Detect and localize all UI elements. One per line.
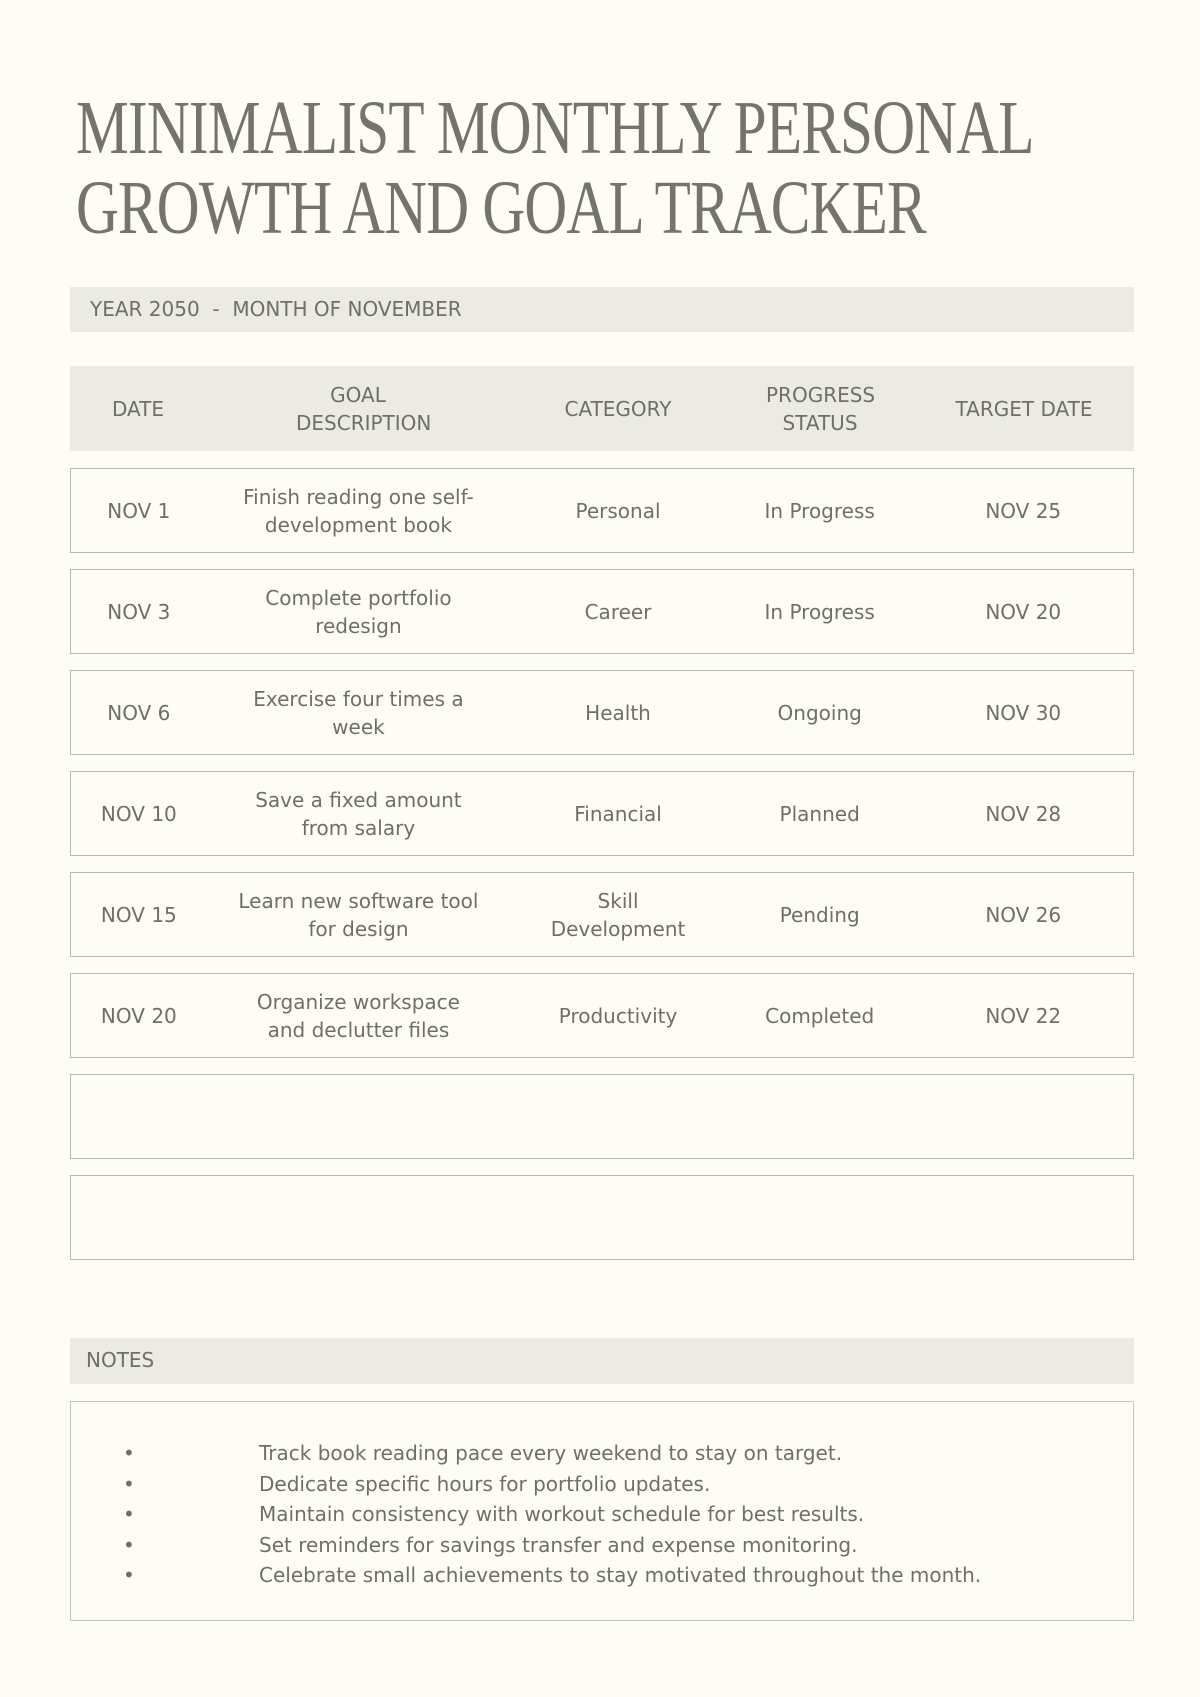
table-row [70,569,1134,654]
note-item [71,1499,1133,1530]
note-text: Track book reading pace every weekend to stay on target. [259,1441,843,1465]
header-category: CATEGORY [564,396,672,421]
cell-category: Skill Development [550,888,686,941]
cell-category: Financial [574,801,662,826]
cell-target: NOV 25 [985,498,1062,523]
cell-goal: Organize workspace and declutter files [256,989,460,1042]
note-text: Maintain consistency with workout schedule for best results. [259,1502,865,1526]
cell-goal: Finish reading one self-development book [243,484,474,537]
cell-category: Personal [575,498,661,523]
header-date: DATE [111,396,165,421]
table-row [70,670,1134,755]
notes-bar: NOTES [70,1338,1134,1384]
cell-goal: Exercise four times a week [253,686,464,739]
page-title [76,88,1168,248]
note-item [71,1469,1133,1500]
cell-target: NOV 28 [985,801,1062,826]
header-goal: GOAL DESCRIPTION [296,382,432,435]
cell-date: NOV 10 [100,801,177,826]
title-line-2: GROWTH AND GOAL TRACKER [76,166,926,250]
cell-target: NOV 26 [985,902,1062,927]
cell-date: NOV 1 [107,498,171,523]
note-text: Dedicate specific hours for portfolio updates. [259,1471,711,1496]
bullet-icon: • [123,1471,135,1496]
note-text: Celebrate small achievements to stay motivated throughout the month. [259,1563,982,1587]
table-header [70,366,1134,451]
note-item [71,1438,1133,1469]
cell-date: NOV 6 [107,700,171,725]
title-line-1: MINIMALIST MONTHLY PERSONAL [76,86,1034,170]
period-bar: YEAR 2050 - MONTH OF NOVEMBER [70,287,1134,332]
note-text: Set reminders for savings transfer and expense monitoring. [259,1532,858,1557]
cell-category: Health [585,700,651,725]
cell-goal: Save a fixed amount from salary [255,787,462,840]
empty-table-row [70,1074,1134,1159]
table-row [70,771,1134,856]
table-row [70,973,1134,1058]
cell-status: Pending [779,902,860,927]
table-row [70,872,1134,957]
cell-target: NOV 22 [985,1003,1062,1028]
cell-status: Completed [765,1003,875,1028]
cell-date: NOV 3 [107,599,171,624]
cell-target: NOV 20 [985,599,1062,624]
cell-target: NOV 30 [985,700,1062,725]
bullet-icon: • [123,1532,135,1557]
cell-goal: Learn new software tool for design [238,888,479,941]
table-row [70,468,1134,553]
cell-category: Career [584,599,652,624]
notes-box [70,1401,1134,1621]
empty-table-row [70,1175,1134,1260]
cell-status: Ongoing [777,700,862,725]
bullet-icon: • [123,1441,135,1465]
header-target: TARGET DATE [955,396,1093,421]
cell-goal: Complete portfolio redesign [265,585,452,638]
note-item [71,1560,1133,1591]
note-item [71,1530,1133,1561]
cell-date: NOV 20 [100,1003,177,1028]
cell-category: Productivity [558,1003,678,1028]
cell-status: In Progress [764,599,875,624]
bullet-icon: • [123,1563,135,1587]
cell-date: NOV 15 [100,902,177,927]
bullet-icon: • [123,1502,135,1526]
cell-status: In Progress [764,498,875,523]
header-status: PROGRESS STATUS [766,382,876,435]
cell-status: Planned [779,801,860,826]
